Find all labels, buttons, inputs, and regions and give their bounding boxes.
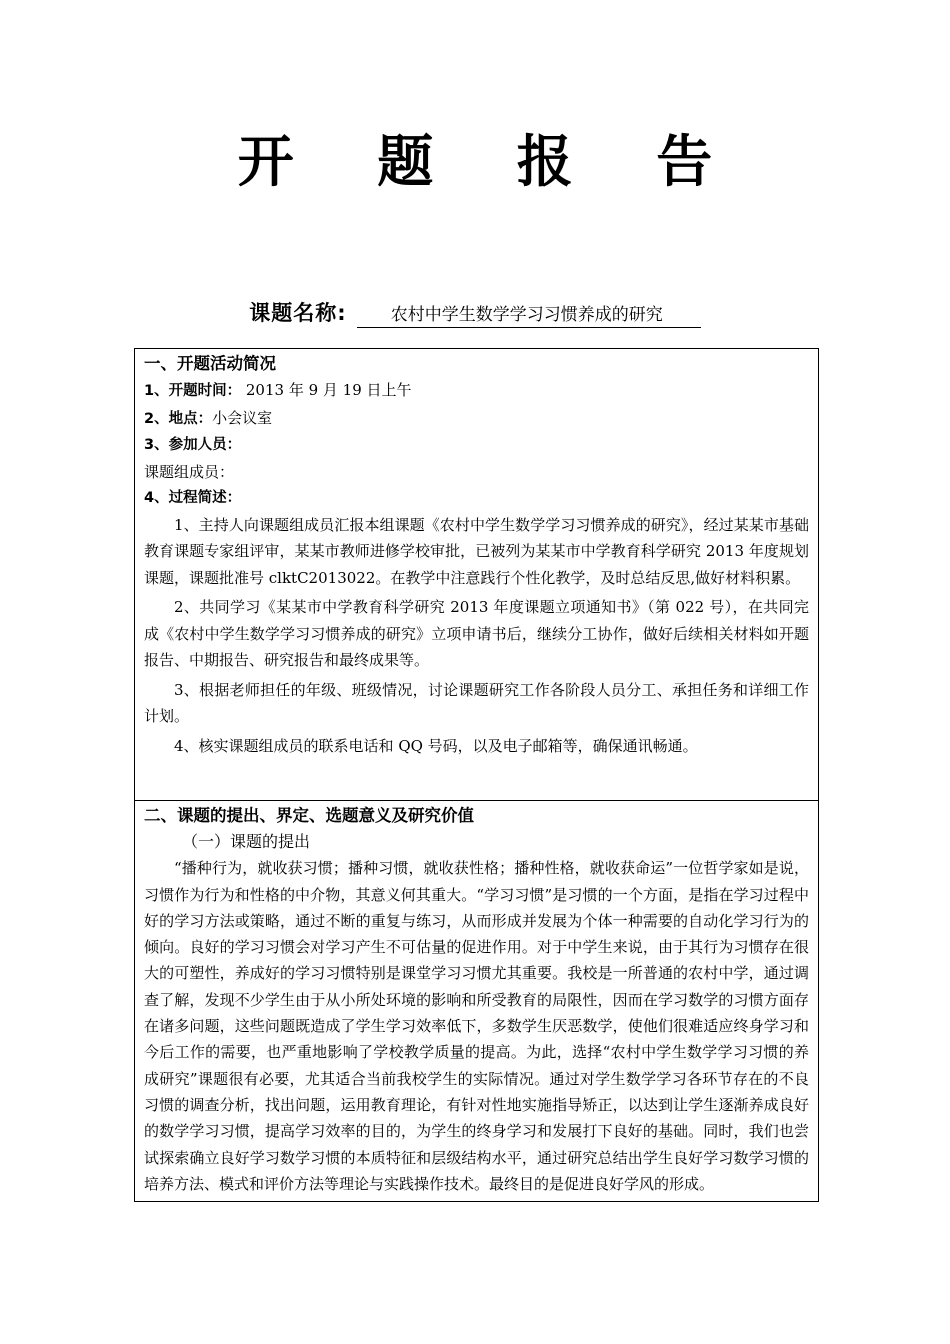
place-row (144, 405, 809, 433)
process-paragraph-2: 2、共同学习《某某市中学教育科学研究 2013 年度课题立项通知书》（第 022 号），在共同完成《农村中学生数学学习习惯养成的研究》立项申请书后，继续分工协作，做好后续相关材料如开题报告、中期报告、研究报告和最终成果等。 (144, 598, 809, 669)
place-value: 小会议室 (212, 408, 273, 427)
place-label: 2、地点： (144, 410, 213, 427)
section-activity-overview (135, 349, 818, 801)
subject-value: 农村中学生数学学习习惯养成的研究 (357, 303, 701, 328)
process-paragraph-4: 4、核实课题组成员的联系电话和 QQ 号码，以及电子邮箱等，确保通讯畅通。 (174, 736, 698, 755)
process-paragraph-3: 3、根据老师担任的年级、班级情况，讨论课题研究工作各阶段人员分工、承担任务和详细工作计划。 (144, 680, 809, 725)
report-table (134, 348, 819, 1202)
report-title: 开 题 报 告 (237, 130, 745, 195)
process-paragraph-1: 1、主持人向课题组成员汇报本组课题《农村中学生数学学习习惯养成的研究》，经过某某市基础教育课题专家组评审，某某市教师进修学校审批，已被列为某某市中学教育科学研究 2013 年度规划课题，课题批准号 clktC2013022。在教学中注意践行个性化教学，及时总结反思,做好材料积累。 (144, 515, 809, 587)
subject-line (0, 298, 950, 328)
process-label: 4、过程简述： (144, 490, 242, 506)
section1-heading: 一、开题活动简况 (144, 354, 276, 373)
section2-body: “播种行为，就收获习惯；播种习惯，就收获性格；播种性格，就收获命运”一位哲学家如是说，习惯作为行为和性格的中介物，其意义何其重大。“学习习惯”是习惯的一个方面，是指在学习过程中好的学习方法或策略，通过不断的重复与练习，从而形成并发展为个体一种需要的自动化学习行为的倾向。良好的学习习惯会对学习产生不可估量的促进作用。对于中学生来说，由于其行为习惯存在很大的可塑性，养成好的学习习惯特别是课堂学习习惯尤其重要。我校是一所普通的农村中学，通过调查了解，发现不少学生由于从小所处环境的影响和所受教育的局限性，因而在学习数学的习惯方面存在诸多问题，这些问题既造成了学生学习效率低下，多数学生厌恶数学，使他们很难适应终身学习和今后工作的需要，也严重地影响了学校教学质量的提高。为此，选择“农村中学生数学学习习惯的养成研究”课题很有必要，尤其适合当前我校学生的实际情况。通过对学生数学学习各环节存在的不良习惯的调查分析，找出问题，运用教育理论，有针对性地实施指导矫正，以达到让学生逐渐养成良好的数学学习习惯，提高学习效率的目的，为学生的终身学习和发展打下良好的基础。同时，我们也尝试探索确立良好学习数学习惯的本质特征和层级结构水平，通过研究总结出学生良好学习数学习惯的培养方法、模式和评价方法等理论与实践操作技术。最终目的是促进良好学风的形成。 (144, 859, 809, 1193)
section2-heading: 二、课题的提出、界定、选题意义及研究价值 (144, 806, 474, 825)
time-row (144, 377, 809, 405)
people-label: 3、参加人员： (144, 437, 242, 453)
subject-label: 课题名称: (249, 301, 347, 325)
section2-subheading: （一）课题的提出 (182, 832, 311, 851)
time-label: 1、开题时间： (144, 383, 242, 399)
members-line: 课题组成员： (144, 462, 235, 481)
time-value: 2013 年 9 月 19 日上午 (245, 381, 412, 399)
section-topic-background (135, 801, 818, 1201)
